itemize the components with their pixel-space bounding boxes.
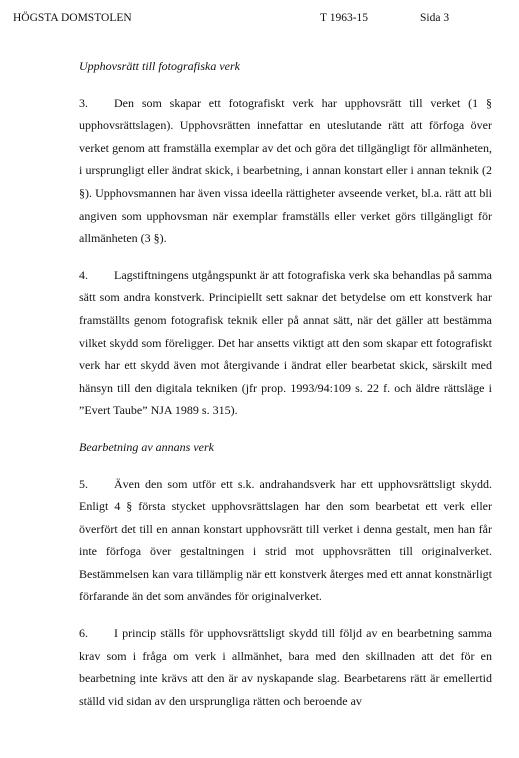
paragraph-text: I princip ställs för upphovsrättsligt skydd till följd av en bearbetning samma krav som i fråga om verk i allmänhet, bara med den skillnaden att det för en bearbetning inte krävs att den är av nyskapande slag. Bearbetarens rätt är emellertid ställd vid sidan av den ursprungliga rätten och beroende av xyxy=(79,626,492,708)
page-number: Sida 3 xyxy=(420,12,450,24)
paragraph-number: 4. xyxy=(79,267,88,282)
section-heading-adaptation: Bearbetning av annans verk xyxy=(79,439,214,454)
paragraph-3 xyxy=(79,92,492,250)
section-heading-photographic-works: Upphovsrätt till fotografiska verk xyxy=(79,59,240,73)
paragraph-text: Lagstiftningens utgångspunkt är att fotografiska verk ska behandlas på samma sätt som andra konstverk. Principiellt sett saknar det betydelse om ett konstverk har framställts genom fotografisk teknik eller på annat sätt, när det gäller att bestämma vilket skydd som föreligger. Det har ansetts viktigt att den som skapar ett fotografiskt verk har ett skydd även mot återgivande i ändrat eller bearbetat skick, särskilt med hänsyn till den digitala tekniken (jfr prop. 1993/94:109 s. 22 f. och äldre rättsläge i ”Evert Taube” NJA 1989 s. 315). xyxy=(79,267,492,418)
paragraph-text: Den som skapar ett fotografiskt verk har upphovsrätt till verket (1 § upphovsrättslagen). Upphovsrätten innefattar en uteslutande rätt att förfoga över verket genom att framställa exemplar av det och göra det tillgängligt för allmänheten, i ursprungligt eller ändrat skick, i bearbetning, i annan konstart eller i annan teknik (2 §). Upphovsmannen har även vissa ideella rättigheter avseende verket, bl.a. rätt att bli angiven som upphovsman när exemplar framställs eller verket görs tillgängligt för allmänheten (3 §). xyxy=(79,95,492,246)
document-body xyxy=(79,55,492,726)
court-name: HÖGSTA DOMSTOLEN xyxy=(13,12,132,24)
page-header xyxy=(0,11,519,25)
paragraph-4 xyxy=(79,264,492,422)
paragraph-6 xyxy=(79,622,492,712)
paragraph-number: 5. xyxy=(79,476,88,491)
paragraph-text: Även den som utför ett s.k. andrahandsverk har ett upphovsrättsligt skydd. Enligt 4 § första stycket upphovsrättslagen har den som bearbetat ett verk eller överfört det till en annan konstart upphovsrätt till verket i denna gestalt, men han får inte förfoga över gestaltningen i strid mot upphovsrätten till originalverket. Bestämmelsen kan vara tillämplig när ett konstverk återges med ett annat konstnärligt förfarande än det som användes för originalverket. xyxy=(79,476,492,604)
paragraph-number: 6. xyxy=(79,626,88,641)
case-number: T 1963-15 xyxy=(320,12,369,24)
paragraph-number: 3. xyxy=(79,95,88,110)
paragraph-5 xyxy=(79,473,492,609)
